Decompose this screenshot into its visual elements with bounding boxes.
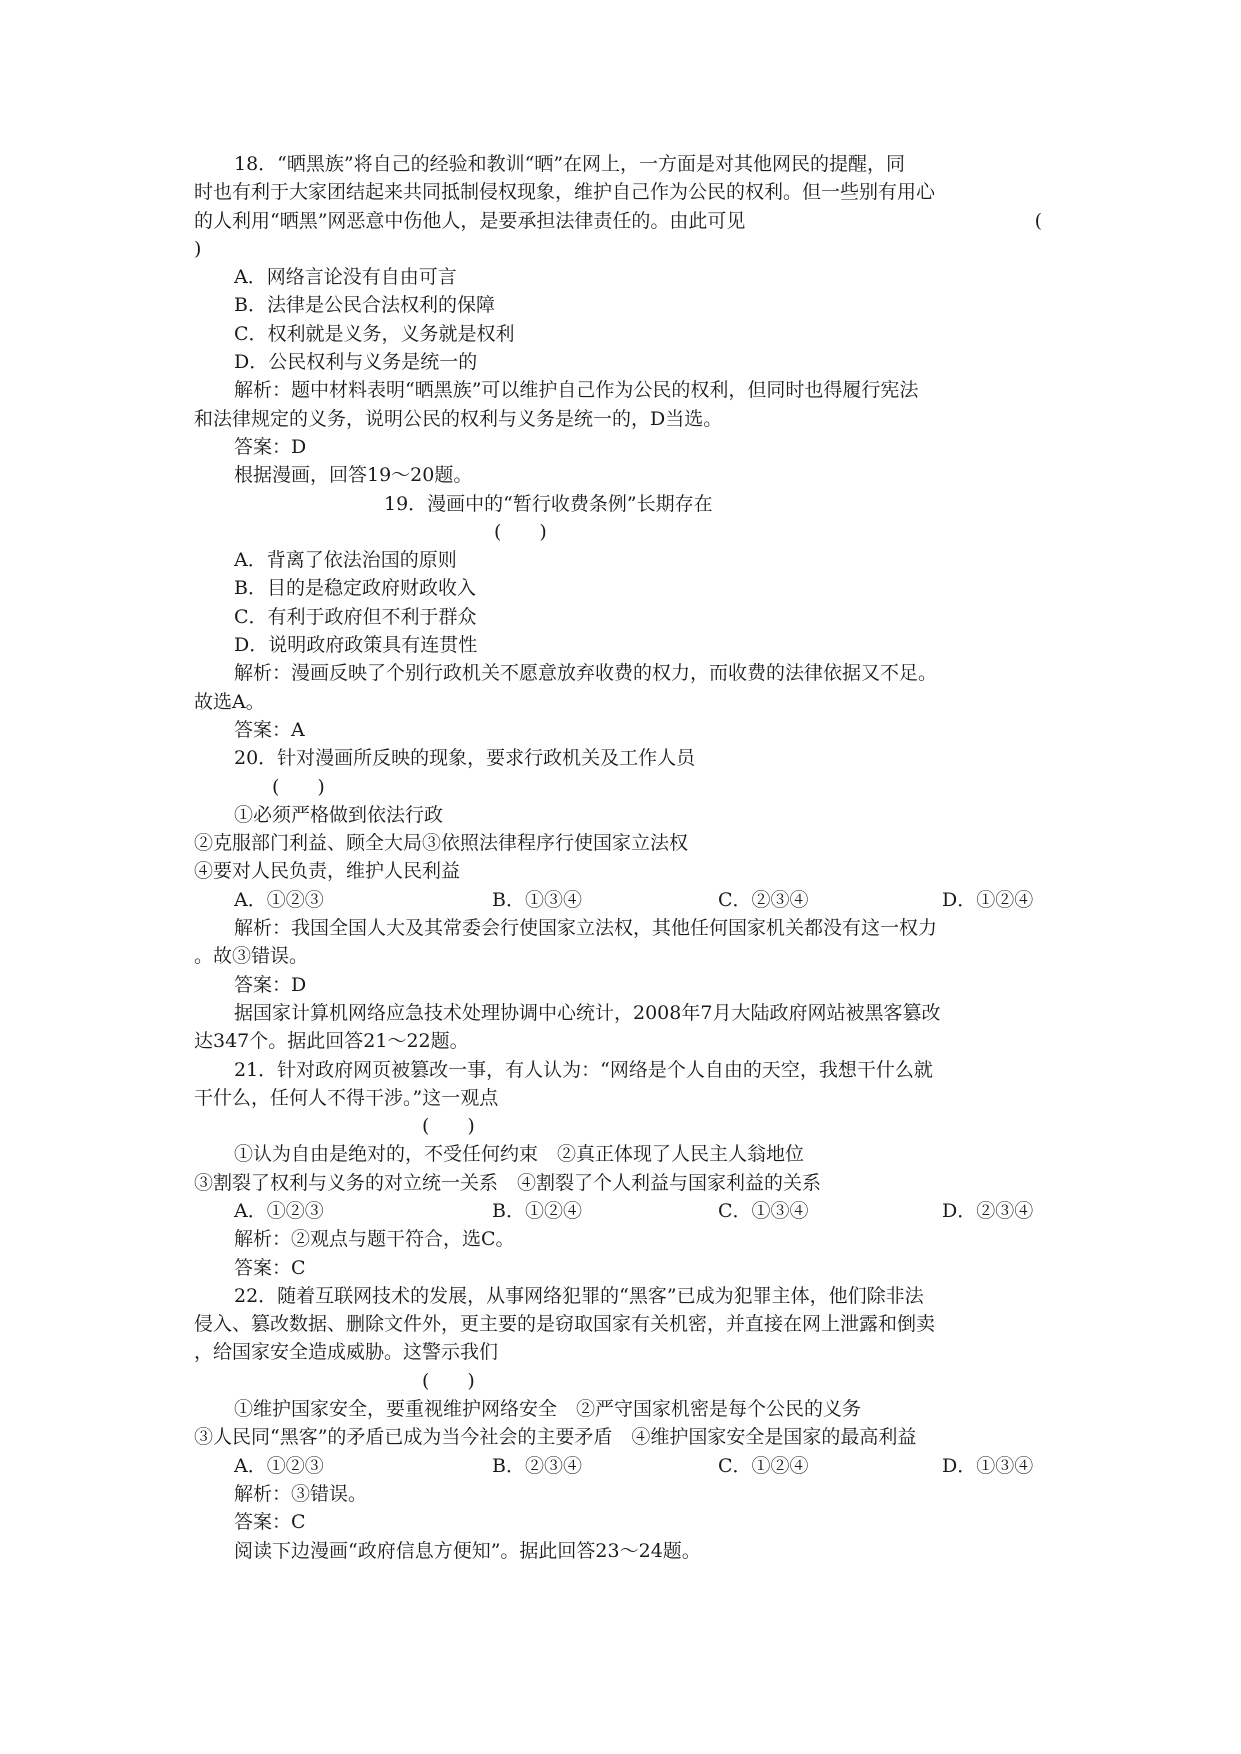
q22-item-line-2: ③人民同“黑客”的矛盾已成为当今社会的主要矛盾 ④维护国家安全是国家的最高利益 <box>194 1426 917 1449</box>
q22-option-c: C．①②④ <box>718 1454 809 1477</box>
q22-options <box>194 1452 1054 1480</box>
q18-analysis-line-2: 和法律规定的义务，说明公民的权利与义务是统一的，D当选。 <box>194 407 723 430</box>
q19-stem: 19．漫画中的“暂行收费条例”长期存在 <box>384 492 713 515</box>
q19-analysis-line-1: 解析：漫画反映了个别行政机关不愿意放弃收费的权力，而收费的法律依据又不足。 <box>234 662 938 685</box>
q19-answer: 答案：A <box>234 718 305 741</box>
q20-option-a: A．①②③ <box>234 888 324 911</box>
q21-option-a: A．①②③ <box>234 1199 324 1222</box>
q20-answer-paren: ( ) <box>272 775 325 798</box>
q22-answer: 答案：C <box>234 1511 306 1534</box>
q18-option-b: B．法律是公民合法权利的保障 <box>234 294 495 317</box>
q18-answer-paren-close: ) <box>194 237 202 260</box>
q19-option-c: C．有利于政府但不利于群众 <box>234 605 477 628</box>
q20-item-line-2: ②克服部门利益、顾全大局③依照法律程序行使国家立法权 <box>194 832 689 855</box>
q18-stem-line-1: 18．“晒黑族”将自己的经验和教训“晒”在网上，一方面是对其他网民的提醒，同 <box>234 153 906 175</box>
q20-analysis-line-2: 。故③错误。 <box>194 945 309 968</box>
intro-21-22-line-2: 达347个。据此回答21～22题。 <box>194 1030 469 1053</box>
q21-answer-paren: ( ) <box>422 1115 475 1138</box>
q20-answer: 答案：D <box>234 973 307 996</box>
q19-option-b: B．目的是稳定政府财政收入 <box>234 577 476 600</box>
q21-stem-line-2: 干什么，任何人不得干涉。”这一观点 <box>194 1086 499 1109</box>
q18-answer: 答案：D <box>234 435 307 458</box>
q22-analysis: 解析：③错误。 <box>234 1482 368 1505</box>
q19-option-a: A．背离了依法治国的原则 <box>234 549 457 572</box>
q22-stem-line-2: 侵入、篡改数据、删除文件外，更主要的是窃取国家有关机密，并直接在网上泄露和倒卖 <box>194 1313 936 1336</box>
q20-option-b: B．①③④ <box>492 888 582 911</box>
q21-option-c: C．①③④ <box>718 1199 809 1222</box>
q21-answer: 答案：C <box>234 1256 306 1279</box>
q22-stem-line-3: ，给国家安全造成威胁。这警示我们 <box>194 1341 499 1364</box>
q18-answer-paren-open: ( <box>1034 209 1042 232</box>
q20-item-line-3: ④要对人民负责，维护人民利益 <box>194 860 461 883</box>
q20-option-c: C．②③④ <box>718 888 809 911</box>
intro-21-22-line-1: 据国家计算机网络应急技术处理协调中心统计，2008年7月大陆政府网站被黑客篡改 <box>234 1001 941 1024</box>
q18-stem-line-3 <box>194 207 1054 235</box>
q19-option-d: D．说明政府政策具有连贯性 <box>234 634 478 657</box>
q21-item-line-2: ③割裂了权利与义务的对立统一关系 ④割裂了个人利益与国家利益的关系 <box>194 1171 822 1194</box>
document-page <box>194 150 1054 1565</box>
q20-analysis-line-1: 解析：我国全国人大及其常委会行使国家立法权，其他任何国家机关都没有这一权力 <box>234 917 938 940</box>
q18-option-c: C．权利就是义务，义务就是权利 <box>234 322 515 345</box>
q18-stem-text: 的人利用“晒黑”网恶意中伤他人，是要承担法律责任的。由此可见 <box>194 209 746 232</box>
q18-analysis-line-1: 解析：题中材料表明“晒黑族”可以维护自己作为公民的权利，但同时也得履行宪法 <box>234 379 919 402</box>
q19-analysis-line-2: 故选A。 <box>194 690 265 713</box>
q21-analysis: 解析：②观点与题干符合，选C。 <box>234 1228 515 1251</box>
q22-option-a: A．①②③ <box>234 1454 324 1477</box>
q18-stem-line-2: 时也有利于大家团结起来共同抵制侵权现象，维护自己作为公民的权利。但一些别有用心 <box>194 181 936 204</box>
q21-option-d: D．②③④ <box>942 1199 1034 1222</box>
q22-answer-paren: ( ) <box>422 1369 475 1392</box>
q21-item-line-1: ①认为自由是绝对的，不受任何约束 ②真正体现了人民主人翁地位 <box>234 1143 805 1166</box>
q22-item-line-1: ①维护国家安全，要重视维护网络安全 ②严守国家机密是每个公民的义务 <box>234 1398 862 1421</box>
intro-23-24: 阅读下边漫画“政府信息方便知”。据此回答23～24题。 <box>234 1539 701 1562</box>
q18-option-d: D．公民权利与义务是统一的 <box>234 351 478 374</box>
q20-item-line-1: ①必须严格做到依法行政 <box>234 803 444 826</box>
q20-options <box>194 886 1054 914</box>
q18-option-a: A．网络言论没有自由可言 <box>234 266 457 289</box>
q20-stem: 20．针对漫画所反映的现象，要求行政机关及工作人员 <box>234 747 696 770</box>
q21-option-b: B．①②④ <box>492 1199 582 1222</box>
q22-option-b: B．②③④ <box>492 1454 582 1477</box>
q21-stem-line-1: 21．针对政府网页被篡改一事，有人认为：“网络是个人自由的天空，我想干什么就 <box>234 1058 933 1081</box>
q21-options <box>194 1197 1054 1225</box>
q22-option-d: D．①③④ <box>942 1454 1034 1477</box>
q20-option-d: D．①②④ <box>942 888 1034 911</box>
q19-answer-paren: ( ) <box>494 520 547 543</box>
q22-stem-line-1: 22．随着互联网技术的发展，从事网络犯罪的“黑客”已成为犯罪主体，他们除非法 <box>234 1284 924 1307</box>
intro-19-20: 根据漫画，回答19～20题。 <box>234 464 473 487</box>
